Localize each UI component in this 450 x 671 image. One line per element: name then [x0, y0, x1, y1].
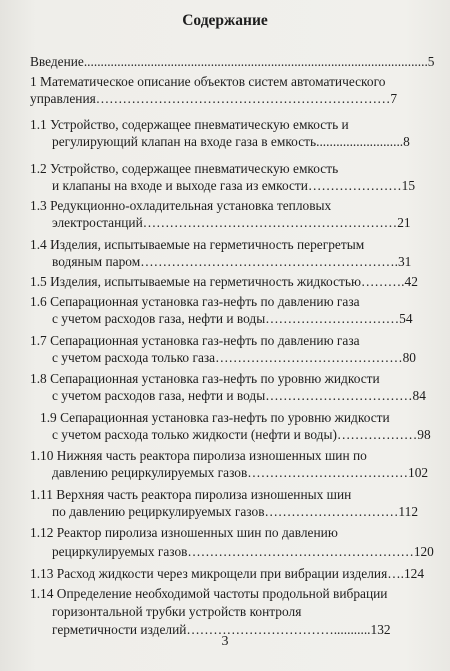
toc-entry-1-14: 1.14 Определение необходимой частоты продольной вибрации	[30, 586, 388, 601]
toc-entry-1-cont: управления…………………………………………………………7	[30, 91, 398, 106]
toc-entry-1-2: 1.2 Устройство, содержащее пневматическую емкость	[30, 161, 339, 176]
toc-entry-1-14-cont2: герметичности изделий……………………………...........132	[52, 622, 391, 637]
toc-entry-1-5: 1.5 Изделия, испытываемые на герметичность жидкостью……….42	[30, 274, 418, 289]
toc-entry-1-1-cont: регулирующий клапан на входе газа в емкость..........................8	[52, 134, 410, 149]
toc-entry-1-12-cont: рециркулируемых газов……………………………………………120	[52, 544, 434, 559]
toc-entry-1-2-cont: и клапаны на входе и выходе газа из емкости…………………15	[52, 178, 416, 193]
toc-entry-1-7-cont: с учетом расхода только газа……………………………………80	[52, 350, 416, 365]
toc-entry-1-12: 1.12 Реактор пиролиза изношенных шин по давлению	[30, 525, 338, 540]
toc-entry-1-14-cont: горизонтальной трубки устройств контроля	[52, 604, 302, 619]
toc-entry-1: 1 Математическое описание объектов систем автоматического	[30, 74, 386, 89]
toc-entry-1-4-cont: водяным паром………………………………………………….31	[52, 254, 412, 269]
toc-entry-1-9: 1.9 Сепарационная установка газ-нефть по уровню жидкости	[40, 410, 390, 425]
toc-entry-1-10: 1.10 Нижняя часть реактора пиролиза изношенных шин по	[30, 448, 367, 463]
toc-entry-1-1: 1.1 Устройство, содержащее пневматическую емкость и	[30, 117, 349, 132]
toc-entry-1-3: 1.3 Редукционно-охладительная установка тепловых	[30, 198, 332, 213]
toc-entry-1-10-cont: давлению рециркулируемых газов………………………………102	[52, 465, 429, 480]
toc-entry-1-6: 1.6 Сепарационная установка газ-нефть по давлению газа	[30, 294, 360, 309]
toc-entry-intro: Введение.......................................................................................................5	[30, 54, 435, 69]
toc-entry-1-11-cont: по давлению рециркулируемых газов…………………………112	[52, 504, 419, 519]
toc-entry-1-9-cont: с учетом расхода только жидкости (нефти и воды)………………98	[52, 427, 431, 442]
page-number: 3	[221, 634, 229, 649]
toc-entry-1-11: 1.11 Верхняя часть реактора пиролиза изношенных шин	[30, 487, 352, 502]
toc-entry-1-6-cont: с учетом расходов газа, нефти и воды…………………………54	[52, 311, 413, 326]
toc-entry-1-4: 1.4 Изделия, испытываемые на герметичность перегретым	[30, 237, 365, 252]
toc-entry-1-7: 1.7 Сепарационная установка газ-нефть по давлению газа	[30, 333, 360, 348]
page-title: Содержание	[182, 12, 268, 29]
toc-entry-1-8: 1.8 Сепарационная установка газ-нефть по уровню жидкости	[30, 371, 380, 386]
toc-entry-1-8-cont: с учетом расходов газа, нефти и воды……………………………84	[52, 388, 426, 403]
toc-entry-1-3-cont: электростанций…………………………………………………21	[52, 215, 411, 230]
toc-entry-1-13: 1.13 Расход жидкости через микрощели при вибрации изделия….124	[30, 566, 425, 581]
